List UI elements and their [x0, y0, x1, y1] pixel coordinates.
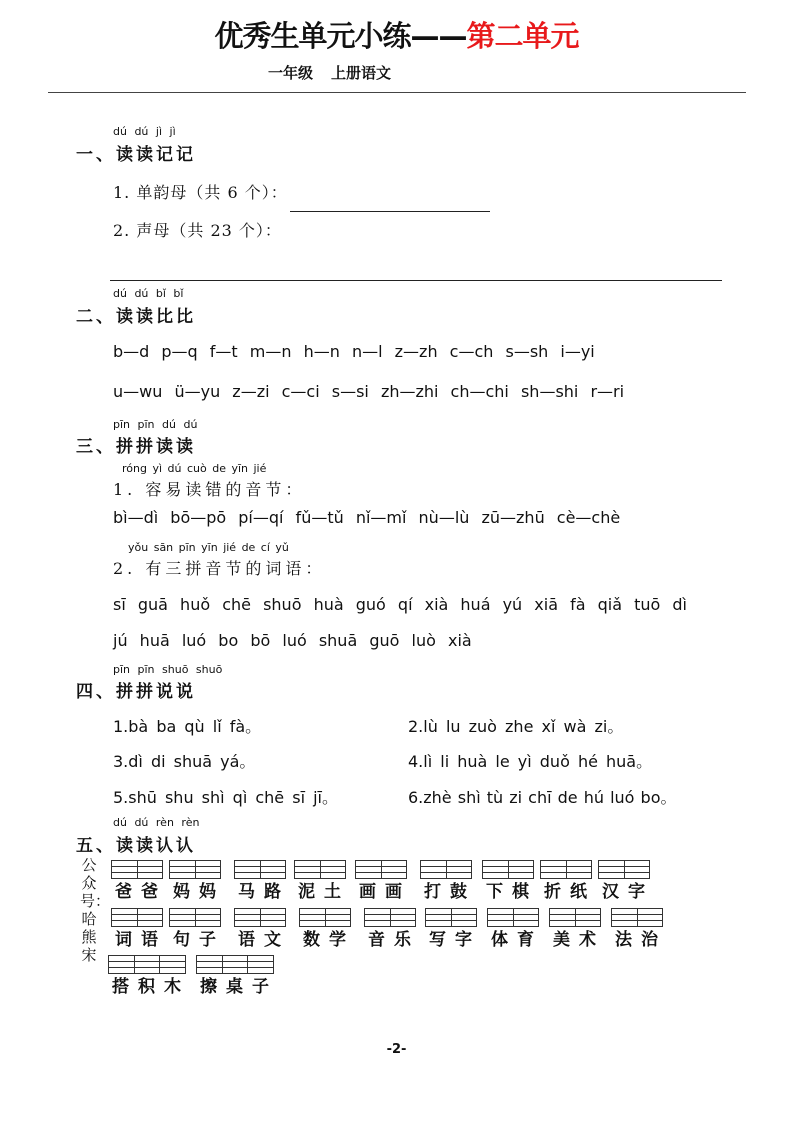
word-item [355, 860, 411, 903]
word-text: 画画 [359, 882, 411, 902]
grid-cell[interactable] [612, 909, 638, 926]
s4-item: 1.bà ba qù lǐ fà。 [113, 717, 262, 736]
grid-cell[interactable] [391, 909, 416, 926]
s2-row1: b—d p—q f—t m—n h—n n—l z—zh c—ch s—sh i—yi [113, 342, 595, 361]
answer-line[interactable] [290, 211, 490, 212]
grid-cell[interactable] [135, 956, 161, 973]
grid-cell[interactable] [567, 861, 592, 878]
word-item [549, 908, 605, 951]
pinyin-writing-grid[interactable] [549, 908, 601, 927]
s3-heading: 三、拼拼读读 [76, 437, 196, 457]
grid-cell[interactable] [382, 861, 407, 878]
word-text: 写字 [429, 930, 481, 950]
word-item [299, 908, 355, 951]
title-main: 优秀生单元小练—— [214, 19, 467, 53]
grid-cell[interactable] [112, 909, 138, 926]
grid-cell[interactable] [452, 909, 477, 926]
pinyin-writing-grid[interactable] [234, 908, 286, 927]
grid-cell[interactable] [138, 861, 163, 878]
pinyin-writing-grid[interactable] [598, 860, 650, 879]
word-text: 爸爸 [115, 882, 167, 902]
title-unit: 第二单元 [466, 19, 579, 53]
grid-cell[interactable] [426, 909, 452, 926]
watermark: 公众号：哈熊宋 [80, 856, 111, 964]
grid-cell[interactable] [356, 861, 382, 878]
word-text: 泥土 [298, 882, 350, 902]
page-title [0, 14, 793, 55]
grid-cell[interactable] [112, 861, 138, 878]
grid-cell[interactable] [576, 909, 601, 926]
word-item [598, 860, 654, 903]
grid-cell[interactable] [321, 861, 346, 878]
pinyin-writing-grid[interactable] [169, 908, 221, 927]
pinyin-writing-grid[interactable] [169, 860, 221, 879]
s4-item: 2.lù lu zuò zhe xǐ wà zi。 [408, 717, 624, 736]
pinyin-writing-grid[interactable] [364, 908, 416, 927]
word-text: 搭积木 [112, 977, 190, 997]
pinyin-writing-grid[interactable] [420, 860, 472, 879]
grid-cell[interactable] [248, 956, 273, 973]
pinyin-writing-grid[interactable] [111, 908, 163, 927]
word-text: 擦桌子 [200, 977, 278, 997]
pinyin-writing-grid[interactable] [487, 908, 539, 927]
word-item [425, 908, 481, 951]
divider [48, 92, 746, 93]
s1-pinyin: dú dú jì jì [113, 125, 176, 138]
word-item [111, 908, 167, 951]
s4-pinyin: pīn pīn shuō shuō [113, 663, 223, 676]
word-text: 下棋 [486, 882, 538, 902]
s4-heading: 四、拼拼说说 [76, 682, 196, 702]
pinyin-writing-grid[interactable] [482, 860, 534, 879]
word-item [611, 908, 667, 951]
grid-cell[interactable] [196, 861, 221, 878]
grid-cell[interactable] [197, 956, 223, 973]
word-text: 体育 [491, 930, 543, 950]
word-text: 汉字 [602, 882, 654, 902]
grid-cell[interactable] [109, 956, 135, 973]
answer-line[interactable] [110, 280, 722, 281]
word-text: 语文 [238, 930, 290, 950]
s2-row2: u—wu ü—yu z—zi c—ci s—si zh—zhi ch—chi sh—shi r—ri [113, 382, 625, 401]
word-text: 马路 [238, 882, 290, 902]
word-item [234, 908, 290, 951]
s3-row2: sī guā huǒ chē shuō huà guó qí xià huá yú xiā fà qiǎ tuō dì [113, 595, 687, 614]
word-text: 句子 [173, 930, 225, 950]
pinyin-writing-grid[interactable] [540, 860, 592, 879]
s2-pinyin: dú dú bǐ bǐ [113, 287, 184, 300]
word-text: 词语 [115, 930, 167, 950]
s5-heading: 五、读读认认 [76, 836, 196, 856]
s4-item: 3.dì di shuā yá。 [113, 752, 256, 771]
grid-cell[interactable] [223, 956, 249, 973]
word-item [196, 955, 278, 998]
grid-cell[interactable] [261, 909, 286, 926]
s1-heading: 一、读读记记 [76, 145, 196, 165]
word-text: 打鼓 [424, 882, 476, 902]
grid-cell[interactable] [261, 861, 286, 878]
grid-cell[interactable] [138, 909, 163, 926]
word-text: 妈妈 [173, 882, 225, 902]
pinyin-writing-grid[interactable] [234, 860, 286, 879]
grid-cell[interactable] [160, 956, 185, 973]
grid-cell[interactable] [599, 861, 625, 878]
grid-cell[interactable] [550, 909, 576, 926]
word-item [111, 860, 167, 903]
s3-sub1: 1. 容易读错的音节： [113, 480, 306, 499]
grid-cell[interactable] [447, 861, 472, 878]
s4-item: 5.shū shu shì qì chē sī jī。 [113, 788, 338, 807]
pinyin-writing-grid[interactable] [355, 860, 407, 879]
word-text: 折纸 [544, 882, 596, 902]
word-item [169, 860, 225, 903]
grid-cell[interactable] [365, 909, 391, 926]
page-number: -2- [386, 1042, 407, 1057]
s1-item1: 1. 单韵母（共 6 个）： [113, 183, 288, 202]
s3-row1: bì—dì bō—pō pí—qí fǔ—tǔ nǐ—mǐ nù—lù zū—zhū cè—chè [113, 508, 621, 527]
grid-cell[interactable] [235, 861, 261, 878]
word-item [108, 955, 190, 998]
s3-sub2-pinyin: yǒu sān pīn yīn jié de cí yǔ [128, 541, 289, 554]
grid-cell[interactable] [514, 909, 539, 926]
grid-cell[interactable] [421, 861, 447, 878]
s3-row3: jú huā luó bo bō luó shuā guō luò xià [113, 631, 472, 650]
grid-cell[interactable] [196, 909, 221, 926]
grid-cell[interactable] [509, 861, 534, 878]
pinyin-writing-grid[interactable] [299, 908, 351, 927]
s3-pinyin: pīn pīn dú dú [113, 418, 198, 431]
pinyin-writing-grid[interactable] [425, 908, 477, 927]
grid-cell[interactable] [541, 861, 567, 878]
s4-item: 4.lì li huà le yì duǒ hé huā。 [408, 752, 653, 771]
grade: 一年级 [268, 64, 314, 82]
grid-cell[interactable] [638, 909, 663, 926]
pinyin-writing-grid[interactable] [294, 860, 346, 879]
s3-sub2: 2. 有三拼音节的词语： [113, 559, 326, 578]
grid-cell[interactable] [625, 861, 650, 878]
pinyin-writing-grid[interactable] [611, 908, 663, 927]
word-item [420, 860, 476, 903]
word-item [482, 860, 538, 903]
grid-cell[interactable] [170, 861, 196, 878]
word-item [487, 908, 543, 951]
grid-cell[interactable] [170, 909, 196, 926]
grid-cell[interactable] [235, 909, 261, 926]
word-item [294, 860, 350, 903]
subtitle [268, 62, 409, 83]
grid-cell[interactable] [295, 861, 321, 878]
word-item [364, 908, 420, 951]
pinyin-writing-grid[interactable] [196, 955, 274, 974]
word-item [234, 860, 290, 903]
s1-item2: 2. 声母（共 23 个）： [113, 221, 282, 240]
book: 上册语文 [331, 64, 392, 82]
s3-sub1-pinyin: róng yì dú cuò de yīn jié [122, 462, 267, 475]
word-text: 音乐 [368, 930, 420, 950]
word-text: 美术 [553, 930, 605, 950]
pinyin-writing-grid[interactable] [108, 955, 186, 974]
word-text: 法治 [615, 930, 667, 950]
word-text: 数学 [303, 930, 355, 950]
pinyin-writing-grid[interactable] [111, 860, 163, 879]
grid-cell[interactable] [488, 909, 514, 926]
s4-item: 6.zhè shì tù zi chī de hú luó bo。 [408, 788, 677, 807]
grid-cell[interactable] [483, 861, 509, 878]
grid-cell[interactable] [326, 909, 351, 926]
s2-heading: 二、读读比比 [76, 307, 196, 327]
word-item [540, 860, 596, 903]
grid-cell[interactable] [300, 909, 326, 926]
word-item [169, 908, 225, 951]
s5-pinyin: dú dú rèn rèn [113, 816, 200, 829]
